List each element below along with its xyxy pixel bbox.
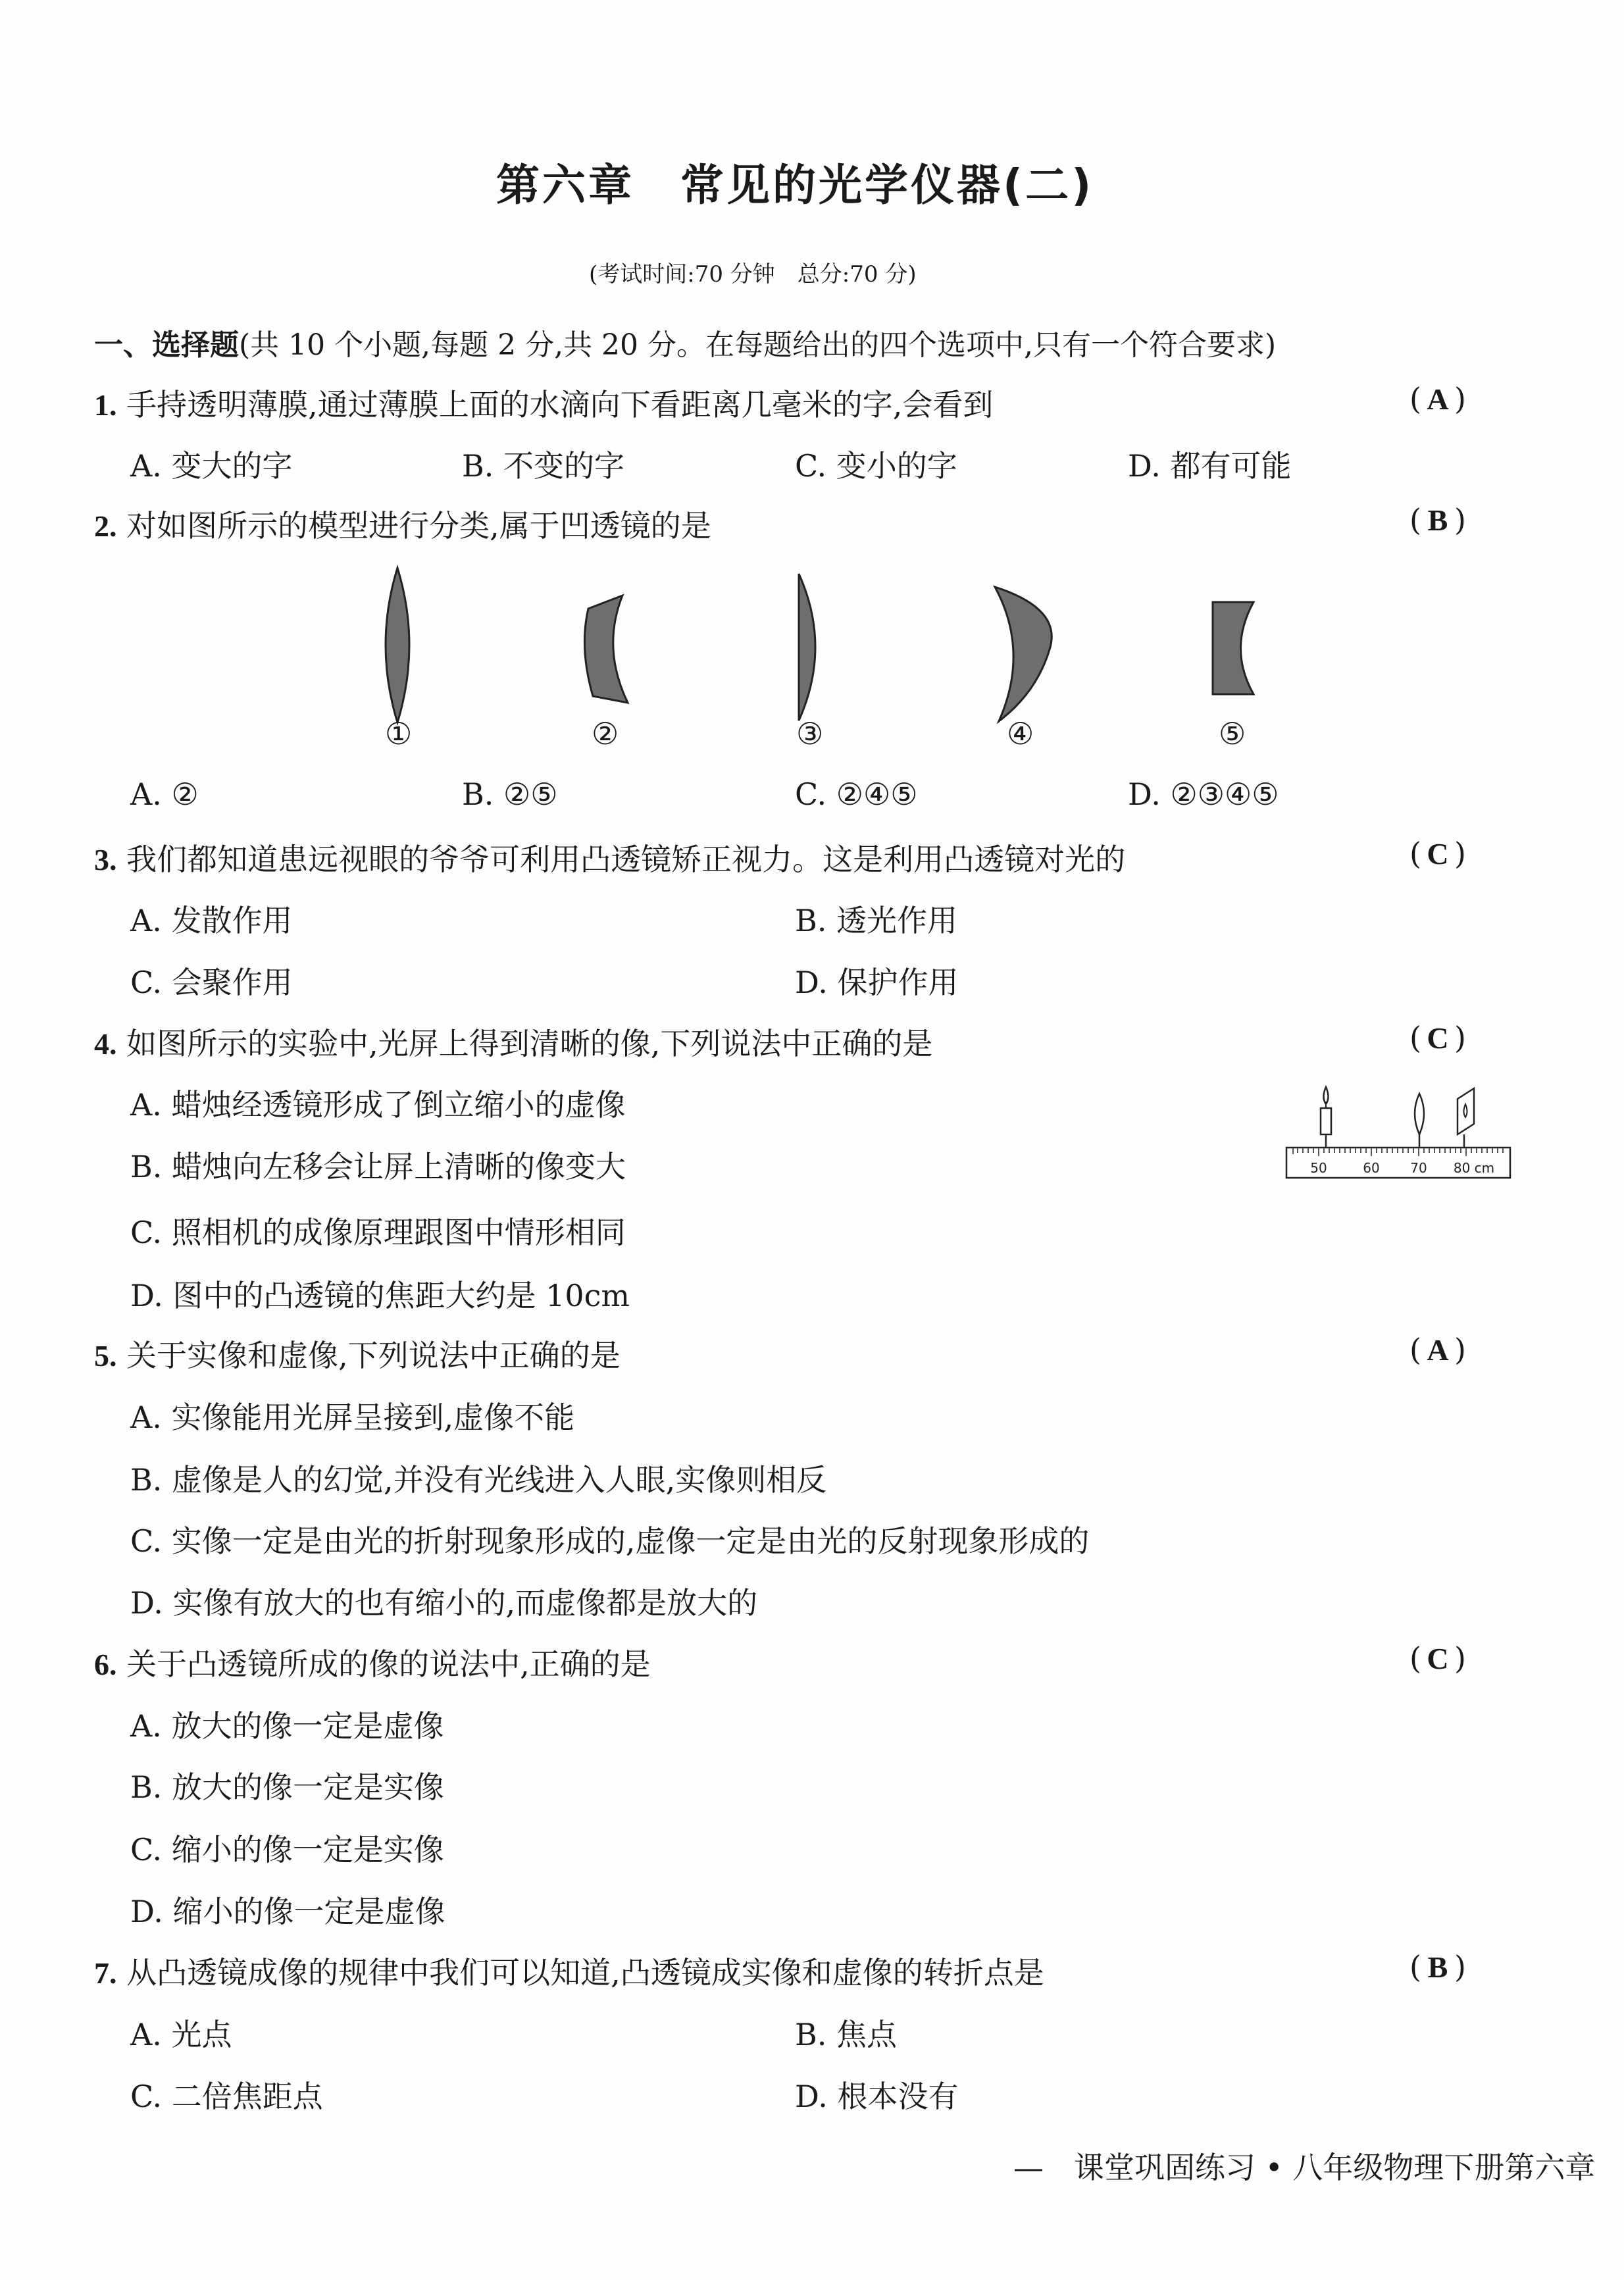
option: B. 焦点 (795, 2017, 898, 2052)
ruler-label: 60 (1363, 1160, 1380, 1176)
question-text: 对如图所示的模型进行分类,属于凹透镜的是 (126, 508, 711, 544)
question-text: 如图所示的实验中,光屏上得到清晰的像,下列说法中正确的是 (126, 1026, 933, 1061)
answer-bracket: ( A ) (1409, 381, 1466, 417)
option: D. 都有可能 (1128, 448, 1292, 484)
answer-bracket: ( C ) (1409, 1640, 1466, 1676)
answer-value: C (1427, 1642, 1449, 1675)
question-3 (94, 836, 1125, 879)
option: D. 实像有放大的也有缩小的,而虚像都是放大的 (130, 1585, 758, 1621)
figure-label: ② (592, 716, 619, 751)
option: B. ②⑤ (462, 776, 558, 812)
answer-bracket: ( A ) (1409, 1332, 1466, 1367)
question-text: 手持透明薄膜,通过薄膜上面的水滴向下看距离几毫米的字,会看到 (126, 387, 994, 422)
convex-lens (1415, 1094, 1424, 1148)
ruler-ticks (1293, 1148, 1503, 1156)
question-6 (94, 1640, 651, 1684)
lens-convex-meniscus (995, 587, 1052, 721)
option: A. 光点 (130, 2017, 232, 2052)
answer-bracket: ( B ) (1409, 1949, 1466, 1985)
answer-value: A (1427, 382, 1449, 416)
section-note: (共 10 个小题,每题 2 分,共 20 分。在每题给出的四个选项中,只有一个符合要求) (239, 328, 1277, 362)
answer-value: C (1427, 837, 1449, 871)
question-number: 3. (94, 843, 117, 876)
question-number: 7. (94, 1956, 117, 1990)
option: D. ②③④⑤ (1128, 776, 1279, 812)
option: B. 透光作用 (795, 903, 958, 938)
option: B. 放大的像一定是实像 (130, 1769, 445, 1805)
question-text: 我们都知道患远视眼的爷爷可利用凸透镜矫正视力。这是利用凸透镜对光的 (126, 842, 1126, 877)
answer-bracket: ( C ) (1409, 1020, 1466, 1055)
light-screen (1458, 1088, 1474, 1148)
question-number: 4. (94, 1027, 117, 1061)
option: A. 放大的像一定是虚像 (130, 1708, 444, 1744)
option: C. 实像一定是由光的折射现象形成的,虚像一定是由光的反射现象形成的 (130, 1523, 1090, 1559)
question-text: 从凸透镜成像的规律中我们可以知道,凸透镜成实像和虚像的转折点是 (126, 1955, 1044, 1990)
page-footer: — 课堂巩固练习 • 八年级物理下册第六章 (1013, 2150, 1596, 2185)
figure-label: ④ (1007, 716, 1034, 751)
answer-bracket: ( C ) (1409, 836, 1466, 871)
option: C. 照相机的成像原理跟图中情形相同 (130, 1215, 626, 1250)
figure-label: ⑤ (1219, 716, 1246, 751)
option: D. 保护作用 (795, 965, 959, 1000)
option: C. 会聚作用 (130, 965, 293, 1000)
option: D. 图中的凸透镜的焦距大约是 10cm (130, 1278, 630, 1313)
answer-value: B (1427, 503, 1448, 537)
question-number: 6. (94, 1648, 117, 1681)
question-number: 1. (94, 388, 117, 422)
lens-plano-concave (1213, 602, 1254, 694)
option: B. 虚像是人的幻觉,并没有光线进入人眼,实像则相反 (130, 1462, 827, 1498)
exam-info: (考试时间:70 分钟 总分:70 分) (589, 261, 917, 288)
answer-bracket: ( B ) (1409, 502, 1466, 538)
option: C. 缩小的像一定是实像 (130, 1832, 444, 1867)
option: A. 实像能用光屏呈接到,虚像不能 (130, 1400, 575, 1435)
figure-label: ① (385, 716, 413, 751)
option: D. 根本没有 (795, 2079, 959, 2114)
question-4 (94, 1020, 932, 1063)
section-label: 一、选择题 (94, 328, 239, 362)
option: A. 变大的字 (130, 448, 293, 484)
lens-biconvex (386, 568, 409, 722)
option: C. ②④⑤ (795, 776, 918, 812)
question-5 (94, 1332, 621, 1375)
option: C. 变小的字 (795, 448, 957, 484)
lens-concave-meniscus (584, 595, 628, 703)
optical-bench-figure (1283, 1079, 1513, 1191)
candle (1321, 1087, 1331, 1148)
question-7 (94, 1949, 1044, 1992)
answer-value: C (1427, 1021, 1449, 1055)
option: A. ② (130, 776, 199, 812)
question-number: 5. (94, 1339, 117, 1373)
lens-plano-convex (799, 574, 815, 721)
lens-models-figure (0, 0, 1624, 790)
ruler-label: 70 (1410, 1160, 1427, 1176)
option: B. 蜡烛向左移会让屏上清晰的像变大 (130, 1149, 626, 1184)
ruler-label: 80 cm (1453, 1160, 1495, 1176)
question-text: 关于凸透镜所成的像的说法中,正确的是 (126, 1646, 651, 1682)
option: C. 二倍焦距点 (130, 2079, 323, 2114)
ruler-label: 50 (1310, 1160, 1327, 1176)
figure-label: ③ (796, 716, 824, 751)
option: A. 发散作用 (130, 903, 293, 938)
question-text: 关于实像和虚像,下列说法中正确的是 (126, 1338, 621, 1373)
answer-value: A (1427, 1333, 1449, 1367)
question-number: 2. (94, 509, 117, 543)
option: A. 蜡烛经透镜形成了倒立缩小的虚像 (130, 1087, 626, 1123)
page-title: 第六章 常见的光学仪器(二) (496, 160, 1094, 211)
option: D. 缩小的像一定是虚像 (130, 1894, 445, 1929)
option: B. 不变的字 (462, 448, 625, 484)
answer-value: B (1427, 1950, 1448, 1984)
